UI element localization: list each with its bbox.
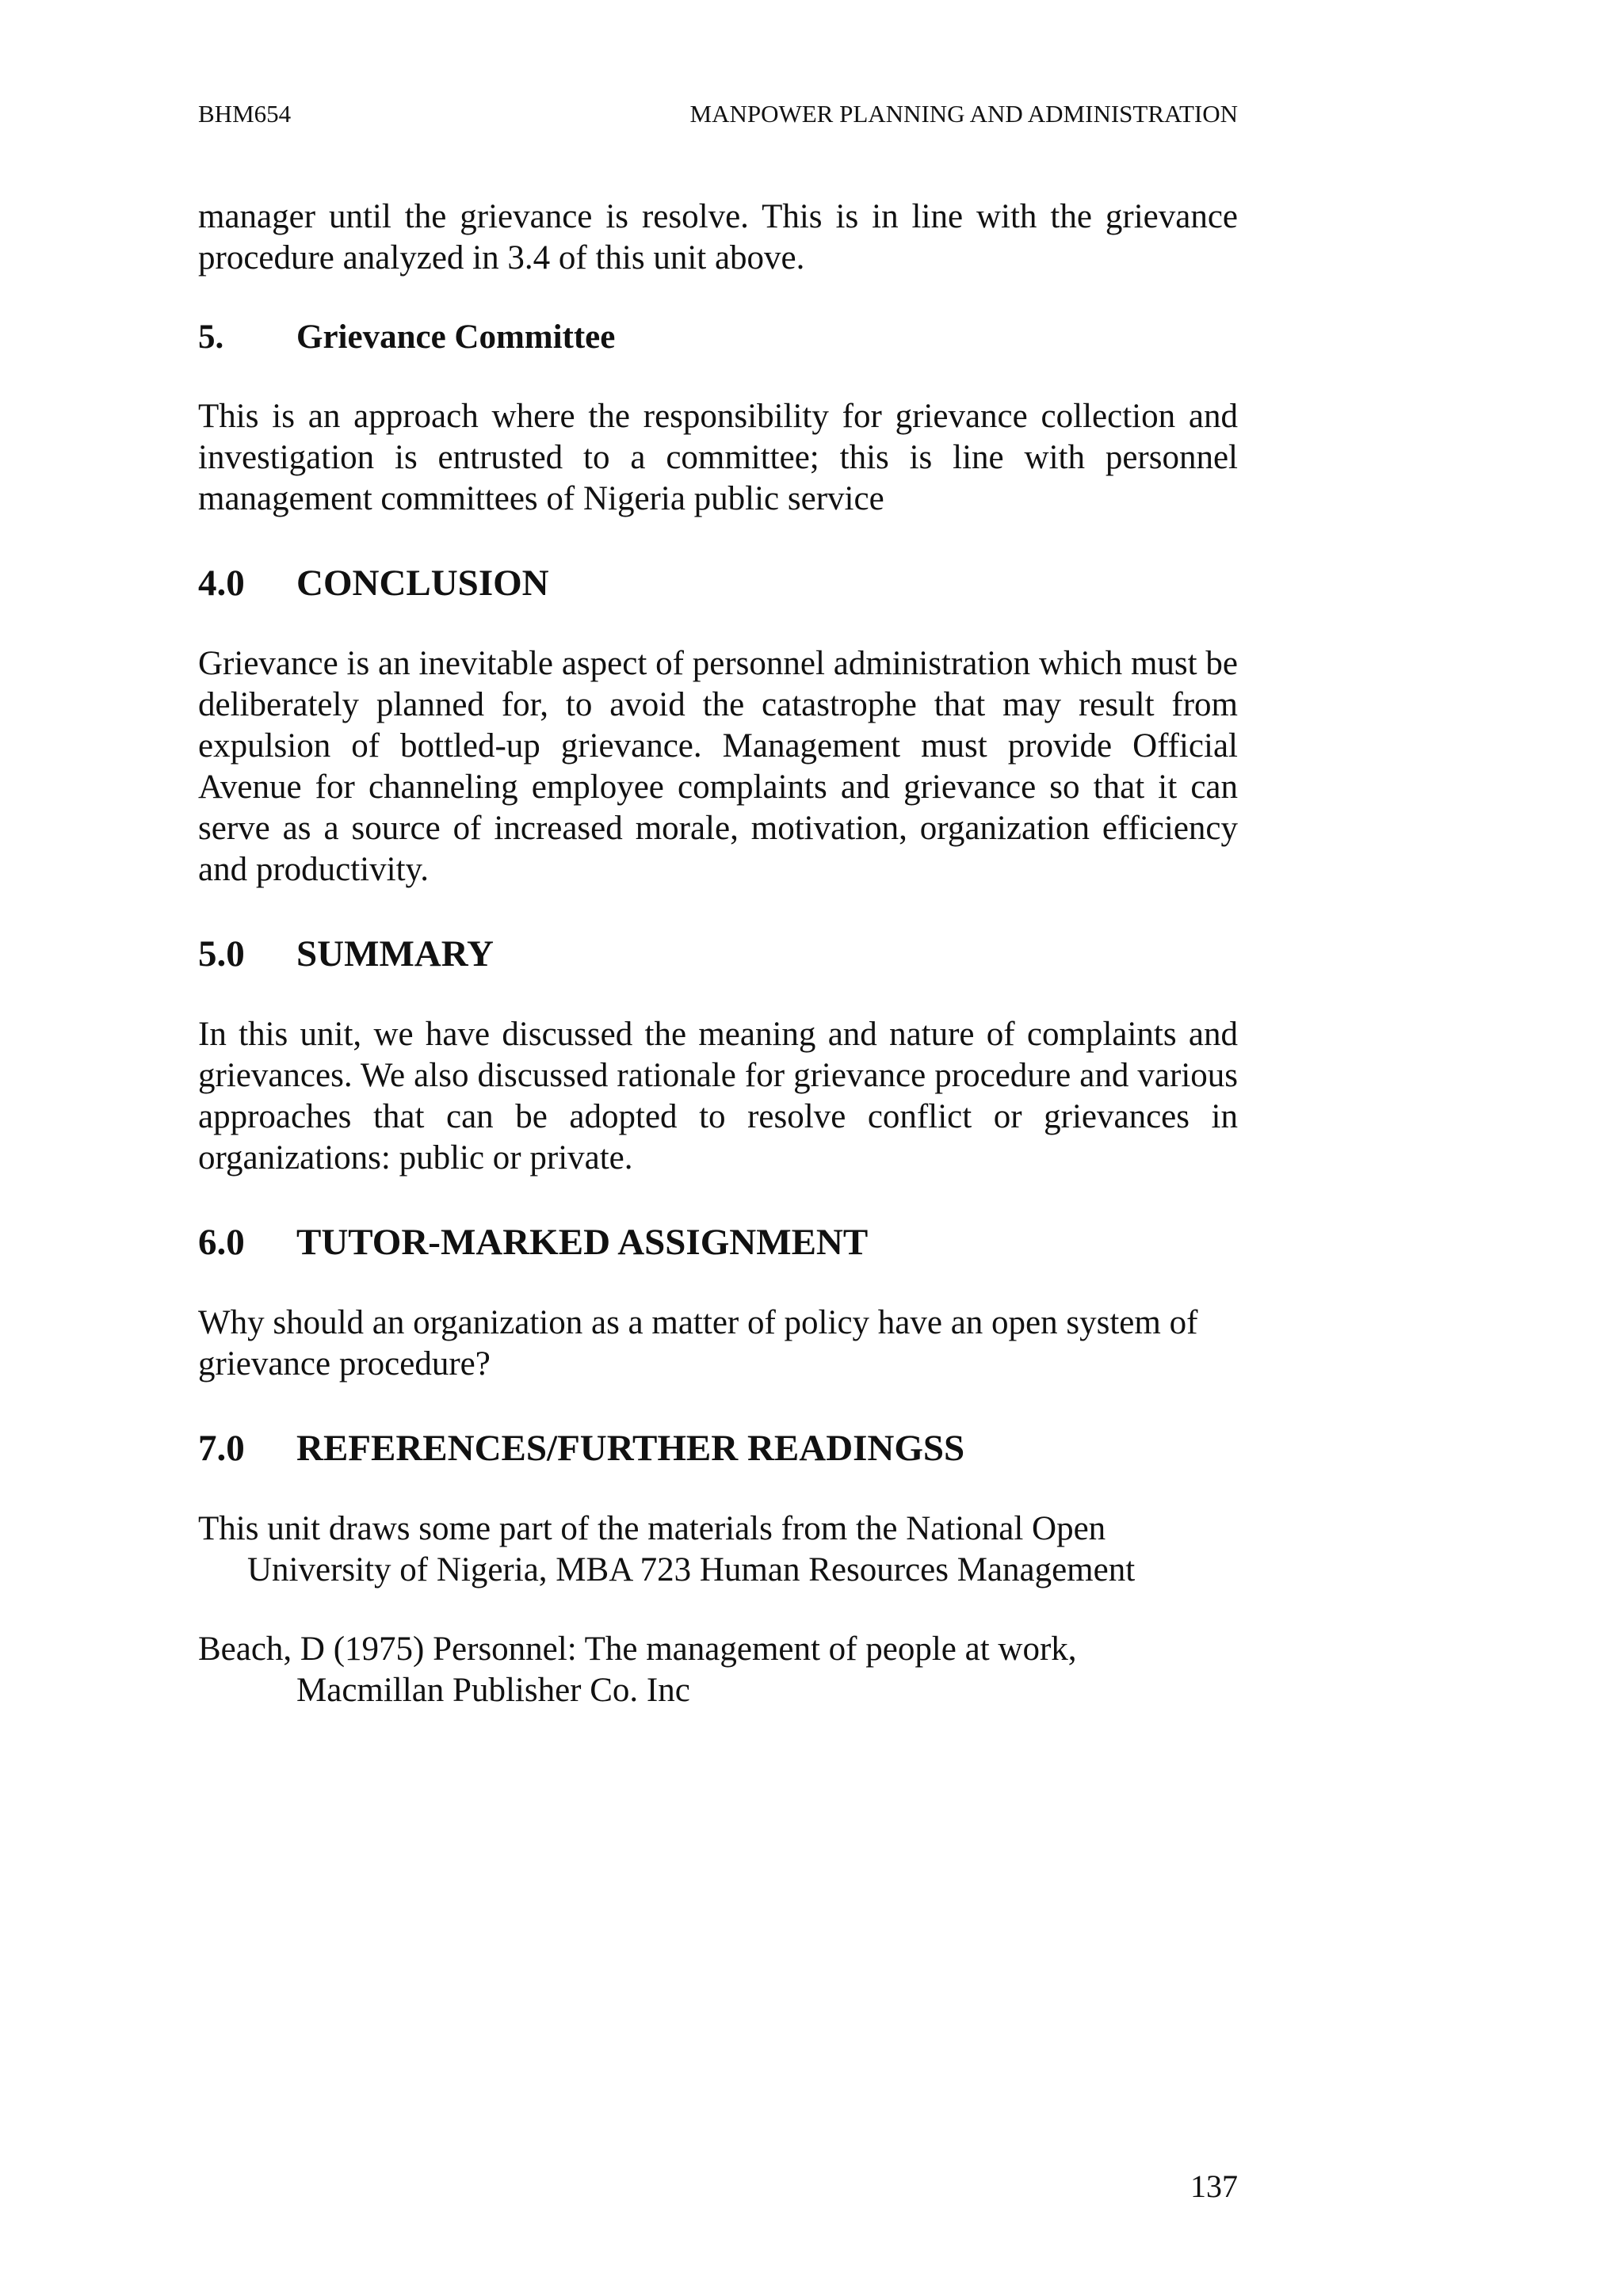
reference-line: Beach, D (1975) Personnel: The management of people at work,	[198, 1630, 1077, 1668]
course-title: MANPOWER PLANNING AND ADMINISTRATION	[689, 100, 1238, 128]
section-title: Grievance Committee	[296, 318, 616, 356]
section-heading-summary	[198, 932, 1238, 976]
continuation-paragraph: manager until the grievance is resolve. This is in line with the grievance procedure analyzed in 3.4 of this unit above.	[198, 198, 1238, 277]
grievance-committee-paragraph: This is an approach where the responsibility for grievance collection and investigation is entrusted to a committee; this is line with personnel management committees of Nigeria public service	[198, 398, 1238, 517]
section-number: 5.	[198, 318, 224, 356]
section-heading-grievance-committee	[198, 317, 1238, 358]
conclusion-paragraph: Grievance is an inevitable aspect of personnel administration which must be deliberately planned for, to avoid the catastrophe that may result from expulsion of bottled-up grievance. Management must provide Official Avenue for channeling employee complaints and grievance so that it can serve as a source of increased morale, motivation, organization efficiency and productivity.	[198, 645, 1238, 888]
section-title: REFERENCES/FURTHER READINGSS	[296, 1428, 965, 1469]
section-number: 4.0	[198, 563, 245, 604]
section-heading-tutor-marked-assignment	[198, 1220, 1238, 1264]
page-content	[198, 196, 1238, 1711]
reference-entry	[198, 1508, 1238, 1591]
page-number: 137	[1190, 2168, 1238, 2204]
section-number: 7.0	[198, 1428, 245, 1469]
section-heading-references	[198, 1426, 1238, 1470]
assignment-paragraph: Why should an organization as a matter of policy have an open system of grievance procedure?	[198, 1304, 1198, 1383]
section-title: CONCLUSION	[296, 563, 549, 604]
reference-line-continued: Macmillan Publisher Co. Inc	[296, 1672, 690, 1709]
section-number: 6.0	[198, 1222, 245, 1263]
running-header	[198, 98, 1238, 130]
reference-entry	[198, 1629, 1238, 1711]
reference-line: This unit draws some part of the materials from the National Open	[198, 1510, 1106, 1547]
section-title: SUMMARY	[296, 933, 494, 974]
summary-paragraph: In this unit, we have discussed the meaning and nature of complaints and grievances. We also discussed rationale for grievance procedure and various approaches that can be adopted to resolve conflict or grievances in organizations: public or private.	[198, 1016, 1238, 1177]
section-title: TUTOR-MARKED ASSIGNMENT	[296, 1222, 869, 1263]
reference-line-continued: University of Nigeria, MBA 723 Human Resources Management	[247, 1551, 1136, 1589]
section-number: 5.0	[198, 933, 245, 974]
section-heading-conclusion	[198, 561, 1238, 605]
course-code: BHM654	[198, 100, 292, 128]
